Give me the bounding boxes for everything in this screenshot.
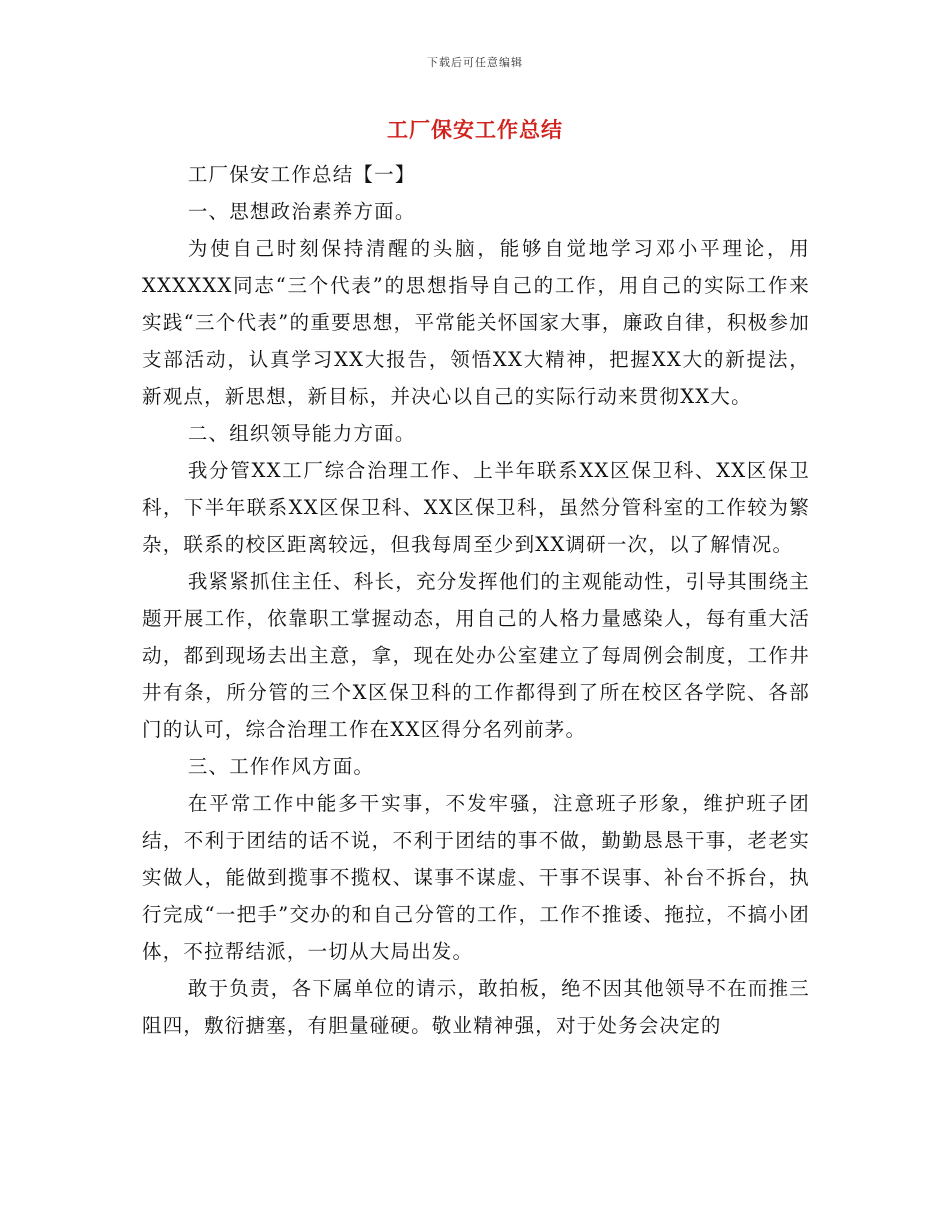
subsection-heading: 一、思想政治素养方面。 xyxy=(187,200,416,223)
paragraph: 为使自己时刻保持清醒的头脑，能够自觉地学习邓小平理论，用XXXXXX同志“三个代表”的思想指导自己的工作，用自己的实际工作来实践“三个代表”的重要思想，平常能关怀国家大事，廉政自律，积极参加支部活动，认真学习XX大报告，领悟XX大精神，把握XX大的新提法，新观点，新思想，新目标，并决心以自己的实际行动来贯彻XX大。 xyxy=(142,237,810,408)
paragraph: 我分管XX工厂综合治理工作、上半年联系XX区保卫科、XX区保卫科，下半年联系XX区保卫科、XX区保卫科，虽然分管科室的工作较为繁杂，联系的校区距离较远，但我每周至少到XX调研一次，以了解情况。 xyxy=(142,459,810,556)
subsection-heading: 三、工作作风方面。 xyxy=(187,755,375,778)
paragraph: 我紧紧抓住主任、科长，充分发挥他们的主观能动性，引导其围绕主题开展工作，依靠职工掌握动态，用自己的人格力量感染人，每有重大活动，都到现场去出主意，拿，现在处办公室建立了每周例会制度，工作井井有条，所分管的三个X区保卫科的工作都得到了所在校区各学院、各部门的认可，综合治理工作在XX区得分名列前茅。 xyxy=(142,570,810,741)
section-heading: 工厂保安工作总结【一】 xyxy=(187,163,416,186)
paragraph: 敢于负责，各下属单位的请示，敢拍板，绝不因其他领导不在而推三阻四，敷衍搪塞，有胆量碰硬。敬业精神强，对于处务会决定的 xyxy=(142,977,810,1037)
paragraph: 在平常工作中能多干实事，不发牢骚，注意班子形象，维护班子团结，不利于团结的话不说，不利于团结的事不做，勤勤恳恳干事，老老实实做人，能做到揽事不揽权、谋事不谋虚、干事不误事、补台不拆台，执行完成“一把手”交办的和自己分管的工作，工作不推诿、拖拉，不搞小团体，不拉帮结派，一切从大局出发。 xyxy=(142,792,810,963)
header-note: 下载后可任意编辑 xyxy=(427,56,523,69)
document-title: 工厂保安工作总结 xyxy=(387,118,563,142)
document-body xyxy=(142,156,810,1044)
subsection-heading: 二、组织领导能力方面。 xyxy=(187,422,416,445)
